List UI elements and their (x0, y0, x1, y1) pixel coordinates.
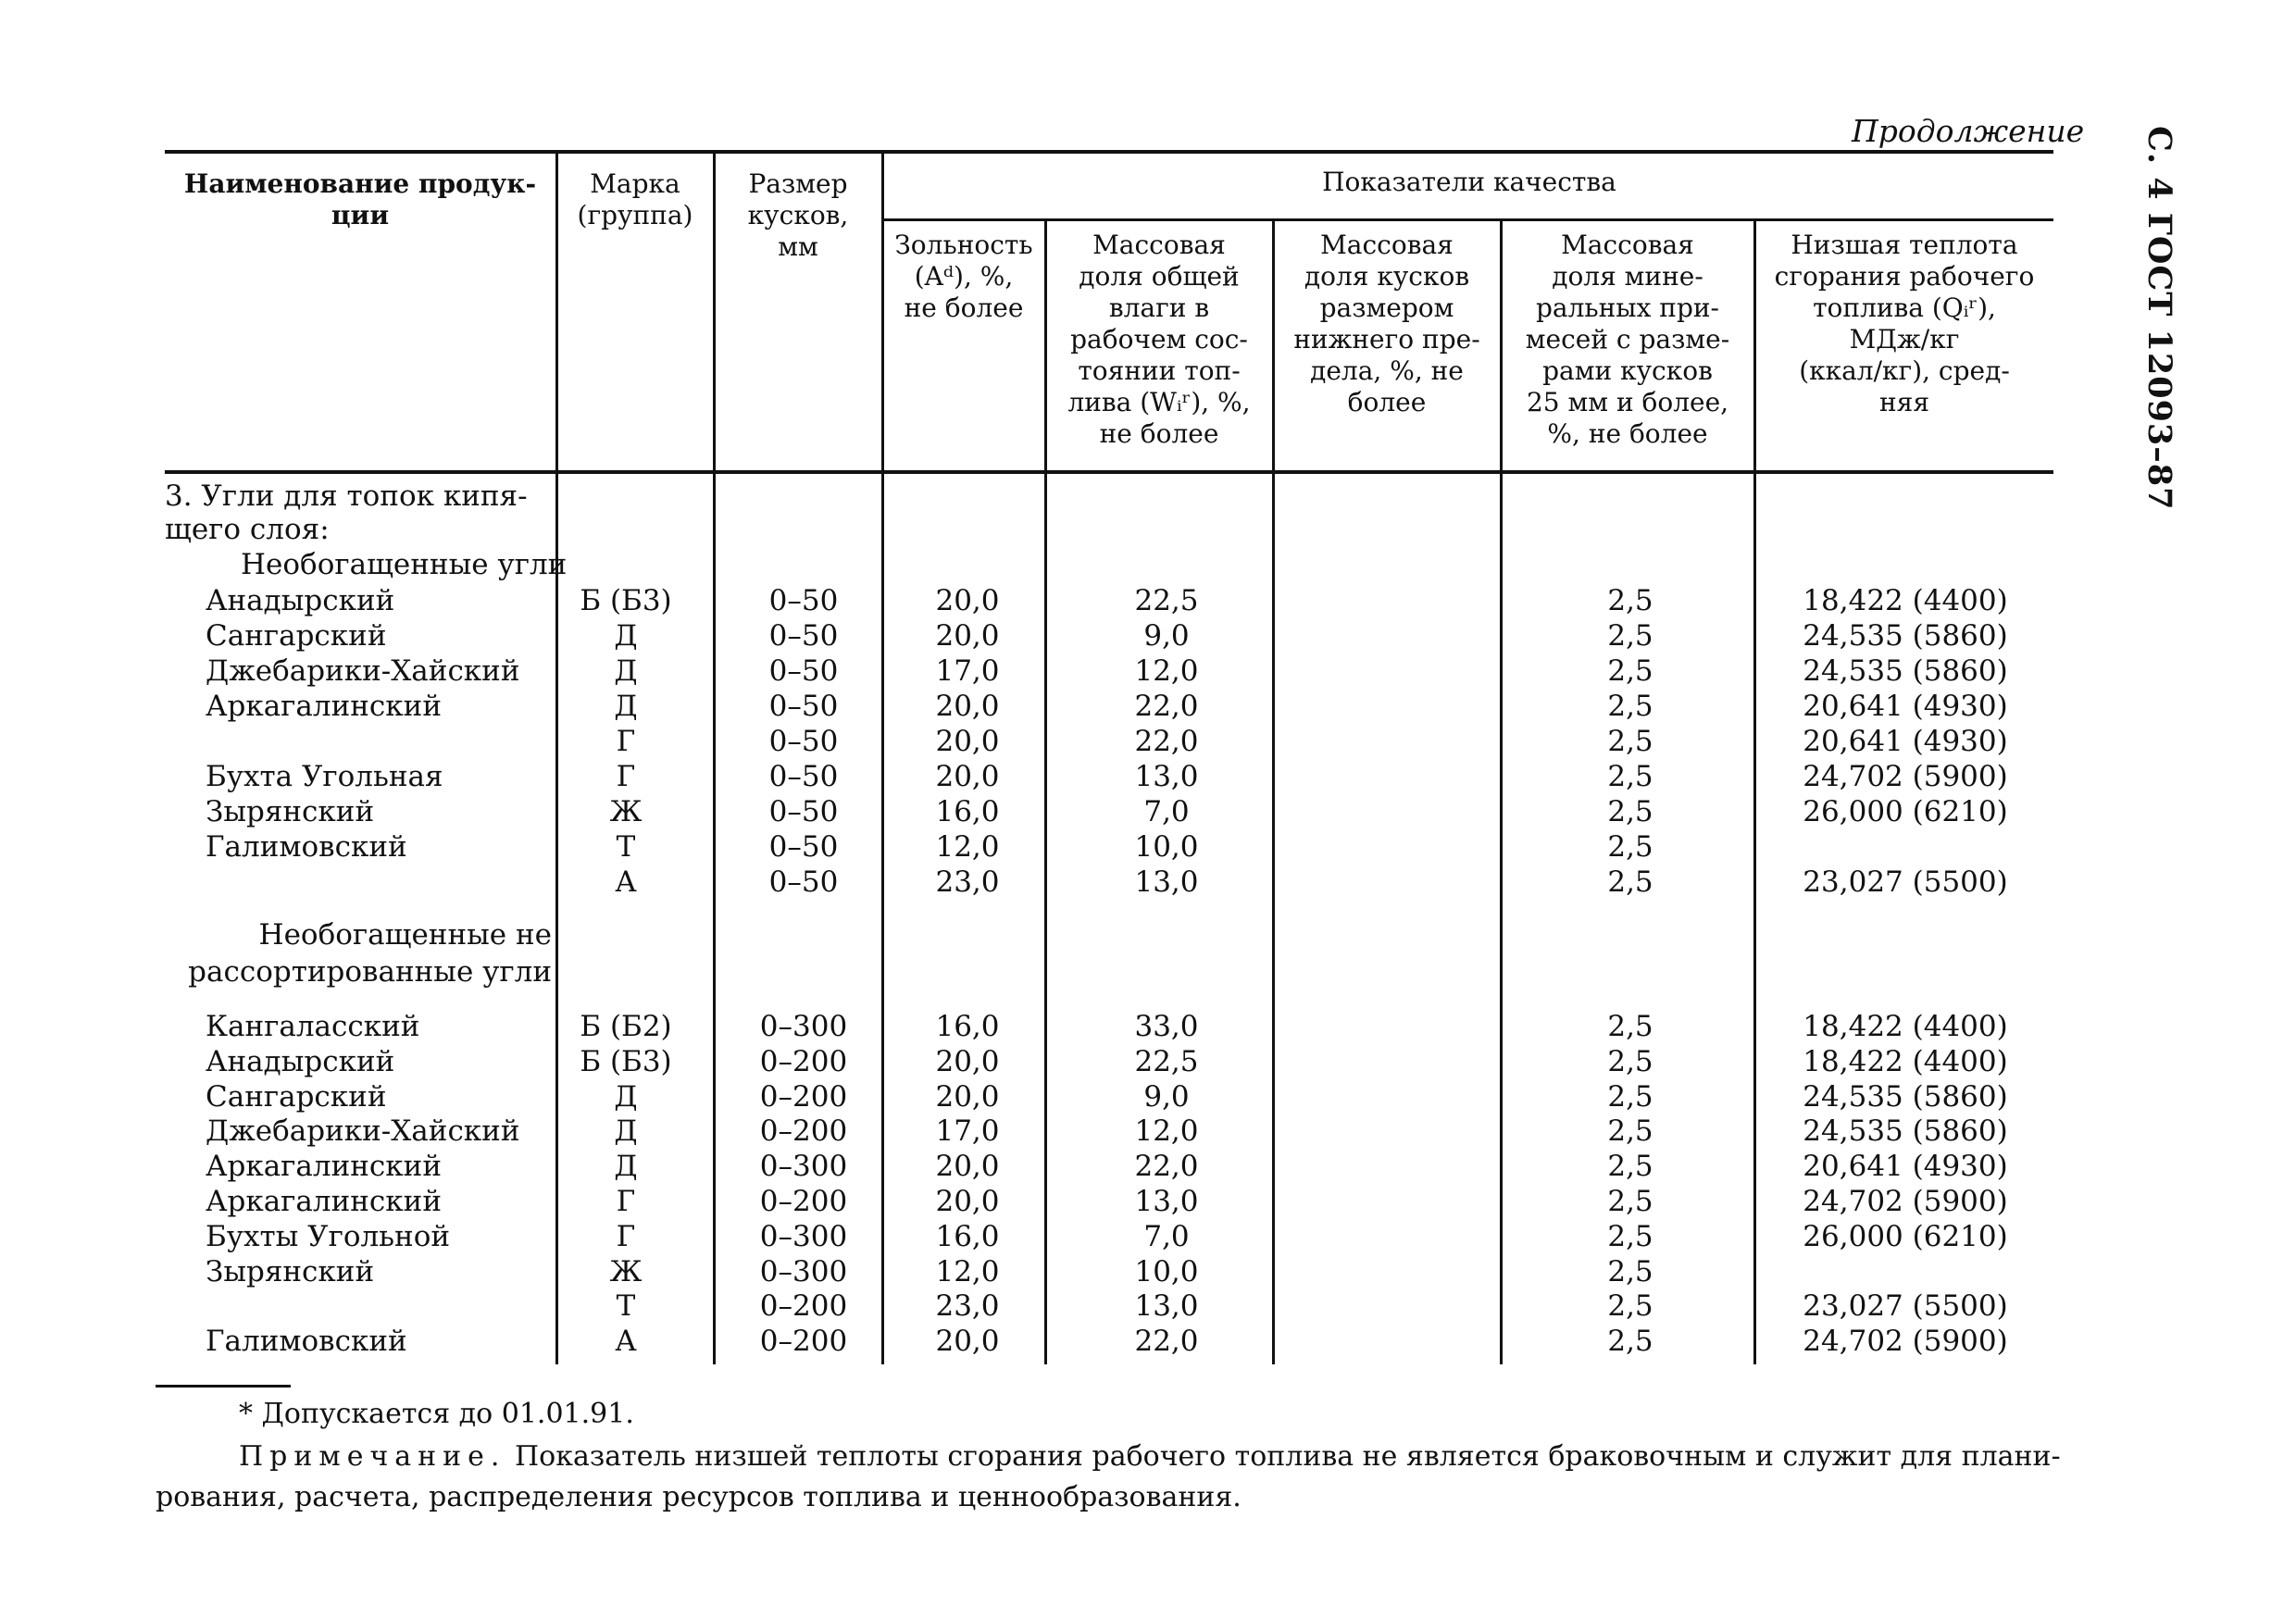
product-name-cell: Джебарики-Хайский (206, 1114, 520, 1149)
moisture-cell: 13,0 (1134, 1289, 1199, 1324)
mineral-impurities-cell: 2,5 (1607, 760, 1653, 793)
mineral-impurities-cell: 2,5 (1607, 1254, 1653, 1288)
table-row (0, 653, 2296, 689)
table-top-rule (165, 150, 2053, 154)
grade-cell: Д (614, 1079, 638, 1114)
ash-content-cell: 20,0 (935, 584, 1000, 617)
product-name-cell: Галимовский (206, 1325, 407, 1359)
mineral-impurities-cell: 2,5 (1607, 1219, 1653, 1253)
product-name-cell: Сангарский (206, 619, 387, 653)
moisture-cell: 7,0 (1143, 795, 1190, 828)
note-label: Примечание. (239, 1440, 506, 1473)
mineral-impurities-cell: 2,5 (1607, 1289, 1653, 1324)
table-row (0, 724, 2296, 759)
calorific-value-cell: 26,000 (6210) (1803, 795, 2008, 828)
table-row (0, 1009, 2296, 1044)
table-row (0, 1324, 2296, 1359)
moisture-cell: 12,0 (1134, 654, 1199, 688)
moisture-cell: 22,0 (1134, 690, 1199, 723)
table-row (0, 1149, 2296, 1184)
calorific-value-cell: 24,535 (5860) (1803, 1079, 2008, 1114)
product-name-cell: Анадырский (206, 584, 395, 617)
moisture-cell: 9,0 (1143, 1079, 1190, 1114)
header-quality-group: Показатели качества (1322, 167, 1616, 197)
mineral-impurities-cell: 2,5 (1607, 1010, 1653, 1043)
calorific-value-cell: 24,702 (5900) (1803, 760, 2008, 793)
grade-cell: Г (616, 725, 636, 758)
footnote-note-continued: рования, расчета, распределения ресурсов топлива и ценнообразования. (156, 1481, 1242, 1513)
mineral-impurities-cell: 2,5 (1607, 795, 1653, 828)
mineral-impurities-cell: 2,5 (1607, 1044, 1653, 1078)
calorific-value-cell: 18,422 (4400) (1803, 1044, 2008, 1078)
product-name-cell: Аркагалинский (206, 1150, 442, 1184)
mineral-impurities-cell: 2,5 (1607, 830, 1653, 864)
calorific-value-cell: 18,422 (4400) (1803, 1010, 2008, 1043)
mineral-impurities-cell: 2,5 (1607, 584, 1653, 617)
calorific-value-cell: 24,535 (5860) (1803, 619, 2008, 653)
product-name-cell: Бухта Угольная (206, 760, 443, 793)
section-title: 3. Угли для топок кипя- щего слоя: (165, 479, 528, 546)
header-ash: Зольность (Aᵈ), %, не более (894, 230, 1033, 323)
lump-size-cell: 0–200 (759, 1044, 848, 1078)
calorific-value-cell: 24,535 (5860) (1803, 654, 2008, 688)
table-row (0, 583, 2296, 618)
ash-content-cell: 16,0 (935, 1219, 1000, 1253)
lump-size-cell: 0–50 (768, 795, 839, 828)
lump-size-cell: 0–50 (768, 654, 839, 688)
lump-size-cell: 0–200 (759, 1325, 848, 1359)
moisture-cell: 22,0 (1134, 1150, 1199, 1184)
calorific-value-cell: 24,702 (5900) (1803, 1185, 2008, 1218)
grade-cell: Д (614, 1150, 638, 1184)
calorific-value-cell: 23,027 (5500) (1803, 865, 2008, 899)
moisture-cell: 7,0 (1143, 1219, 1190, 1253)
product-name-cell: Джебарики-Хайский (206, 654, 520, 688)
mineral-impurities-cell: 2,5 (1607, 1325, 1653, 1359)
lump-size-cell: 0–300 (759, 1010, 848, 1043)
table-row (0, 1184, 2296, 1219)
calorific-value-cell: 24,535 (5860) (1803, 1114, 2008, 1149)
lump-size-cell: 0–50 (768, 865, 839, 899)
header-bottom-rule (165, 470, 2053, 474)
table-row (0, 794, 2296, 829)
moisture-cell: 33,0 (1134, 1010, 1199, 1043)
ash-content-cell: 20,0 (935, 1044, 1000, 1078)
calorific-value-cell: 18,422 (4400) (1803, 584, 2008, 617)
product-name-cell: Зырянский (206, 795, 375, 828)
ash-content-cell: 20,0 (935, 619, 1000, 653)
grade-cell: Д (614, 690, 638, 723)
grade-cell: Б (Б3) (580, 584, 672, 617)
grade-cell: Г (616, 1185, 636, 1218)
ash-content-cell: 20,0 (935, 1325, 1000, 1359)
table-row (0, 1219, 2296, 1254)
footnote-note (239, 1437, 2061, 1477)
header-mineral: Массовая доля мине- ральных при- месей с разме- рами кусков 25 мм и более, %, не более (1525, 230, 1730, 449)
table-row (0, 689, 2296, 724)
moisture-cell: 13,0 (1134, 865, 1199, 899)
subgroup-title-2: Необогащенные не рассортированные угли (188, 918, 552, 989)
grade-cell: Ж (609, 795, 643, 828)
mineral-impurities-cell: 2,5 (1607, 619, 1653, 653)
grade-cell: Т (616, 830, 636, 864)
ash-content-cell: 17,0 (935, 1114, 1000, 1149)
product-name-cell: Кангаласский (206, 1010, 420, 1043)
moisture-cell: 22,5 (1134, 584, 1199, 617)
ash-content-cell: 20,0 (935, 1185, 1000, 1218)
ash-content-cell: 20,0 (935, 725, 1000, 758)
lump-size-cell: 0–300 (759, 1254, 848, 1288)
standard-reference: С. 4 ГОСТ 12093–87 (2140, 126, 2178, 511)
ash-content-cell: 20,0 (935, 1150, 1000, 1184)
quality-group-rule (883, 218, 2053, 221)
ash-content-cell: 20,0 (935, 1079, 1000, 1114)
lump-size-cell: 0–200 (759, 1289, 848, 1324)
continuation-label: Продолжение (1852, 113, 2085, 149)
product-name-cell: Анадырский (206, 1044, 395, 1078)
ash-content-cell: 20,0 (935, 760, 1000, 793)
mineral-impurities-cell: 2,5 (1607, 654, 1653, 688)
moisture-cell: 22,5 (1134, 1044, 1199, 1078)
header-moisture: Массовая доля общей влаги в рабочем сос- тоянии топ- лива (Wᵢʳ), %, не более (1067, 230, 1251, 449)
ash-content-cell: 23,0 (935, 865, 1000, 899)
grade-cell: Б (Б2) (580, 1010, 672, 1043)
product-name-cell: Галимовский (206, 830, 407, 864)
lump-size-cell: 0–200 (759, 1114, 848, 1149)
mineral-impurities-cell: 2,5 (1607, 690, 1653, 723)
product-name-cell: Зырянский (206, 1254, 375, 1288)
table-row (0, 1114, 2296, 1149)
calorific-value-cell: 26,000 (6210) (1803, 1219, 2008, 1253)
note-text-line-1: Показатель низшей теплоты сгорания рабочего топлива не является браковочным и служит для плани- (505, 1440, 2061, 1473)
ash-content-cell: 12,0 (935, 1254, 1000, 1288)
lump-size-cell: 0–50 (768, 619, 839, 653)
header-lumps: Массовая доля кусков размером нижнего пре- дела, %, не более (1293, 230, 1480, 417)
mineral-impurities-cell: 2,5 (1607, 1150, 1653, 1184)
lump-size-cell: 0–50 (768, 690, 839, 723)
header-name: Наименование продук- ции (183, 168, 537, 230)
moisture-cell: 13,0 (1134, 760, 1199, 793)
table-row (0, 759, 2296, 794)
product-name-cell: Бухты Угольной (206, 1219, 451, 1253)
grade-cell: Б (Б3) (580, 1044, 672, 1078)
ash-content-cell: 23,0 (935, 1289, 1000, 1324)
ash-content-cell: 16,0 (935, 795, 1000, 828)
ash-content-cell: 17,0 (935, 654, 1000, 688)
header-grade: Марка (группа) (577, 168, 693, 230)
footnote-asterisk: * Допускается до 01.01.91. (239, 1398, 634, 1430)
lump-size-cell: 0–50 (768, 584, 839, 617)
mineral-impurities-cell: 2,5 (1607, 1185, 1653, 1218)
footnote-rule (156, 1385, 291, 1388)
product-name-cell: Сангарский (206, 1079, 387, 1114)
grade-cell: А (615, 865, 637, 899)
calorific-value-cell: 24,702 (5900) (1803, 1325, 2008, 1359)
moisture-cell: 12,0 (1134, 1114, 1199, 1149)
calorific-value-cell: 23,027 (5500) (1803, 1289, 2008, 1324)
ash-content-cell: 12,0 (935, 830, 1000, 864)
header-size: Размер кусков, мм (747, 168, 849, 262)
mineral-impurities-cell: 2,5 (1607, 865, 1653, 899)
moisture-cell: 9,0 (1143, 619, 1190, 653)
moisture-cell: 10,0 (1134, 1254, 1199, 1288)
calorific-value-cell: 20,641 (4930) (1803, 725, 2008, 758)
grade-cell: Д (614, 619, 638, 653)
grade-cell: Т (616, 1289, 636, 1324)
moisture-cell: 10,0 (1134, 830, 1199, 864)
lump-size-cell: 0–50 (768, 760, 839, 793)
mineral-impurities-cell: 2,5 (1607, 1114, 1653, 1149)
moisture-cell: 22,0 (1134, 1325, 1199, 1359)
table-row (0, 618, 2296, 653)
product-name-cell: Аркагалинский (206, 1185, 442, 1218)
table-row (0, 1044, 2296, 1079)
calorific-value-cell: 20,641 (4930) (1803, 690, 2008, 723)
lump-size-cell: 0–200 (759, 1185, 848, 1218)
lump-size-cell: 0–50 (768, 725, 839, 758)
mineral-impurities-cell: 2,5 (1607, 1079, 1653, 1114)
ash-content-cell: 20,0 (935, 690, 1000, 723)
lump-size-cell: 0–300 (759, 1219, 848, 1253)
grade-cell: Ж (609, 1254, 643, 1288)
table-row (0, 865, 2296, 900)
lump-size-cell: 0–300 (759, 1150, 848, 1184)
table-row (0, 1079, 2296, 1114)
grade-cell: Г (616, 760, 636, 793)
subgroup-title-1: Необогащенные угли (241, 548, 568, 581)
ash-content-cell: 16,0 (935, 1010, 1000, 1043)
grade-cell: Г (616, 1219, 636, 1253)
grade-cell: Д (614, 1114, 638, 1149)
table-row (0, 829, 2296, 865)
table-row (0, 1288, 2296, 1324)
lump-size-cell: 0–50 (768, 830, 839, 864)
grade-cell: А (615, 1325, 637, 1359)
moisture-cell: 13,0 (1134, 1185, 1199, 1218)
header-heat: Низшая теплота сгорания рабочего топлива (Qᵢʳ), МДж/кг (ккал/кг), сред- няя (1774, 230, 2035, 417)
grade-cell: Д (614, 654, 638, 688)
product-name-cell: Аркагалинский (206, 690, 442, 723)
calorific-value-cell: 20,641 (4930) (1803, 1150, 2008, 1184)
lump-size-cell: 0–200 (759, 1079, 848, 1114)
mineral-impurities-cell: 2,5 (1607, 725, 1653, 758)
table-row (0, 1254, 2296, 1289)
moisture-cell: 22,0 (1134, 725, 1199, 758)
